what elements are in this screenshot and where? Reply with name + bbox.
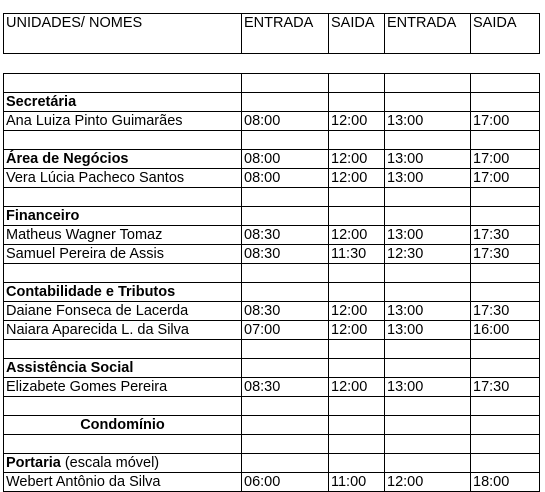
empty-cell (4, 188, 242, 207)
section-title-text: Condomínio (80, 417, 165, 433)
employee-name: Vera Lúcia Pacheco Santos (4, 169, 242, 188)
spacer-row (4, 74, 540, 93)
empty-cell (242, 340, 329, 359)
section-title (4, 454, 242, 473)
employee-name: Webert Antônio da Silva (4, 473, 242, 492)
empty-cell (471, 264, 540, 283)
table-row (4, 245, 540, 264)
time-cell: 08:30 (242, 226, 329, 245)
empty-cell (385, 454, 471, 473)
empty-cell (385, 397, 471, 416)
empty-cell (471, 397, 540, 416)
section-title (4, 416, 242, 435)
header-entrada-2: ENTRADA (385, 14, 471, 54)
section-title-text: Portaria (6, 455, 61, 471)
time-cell: 13:00 (385, 302, 471, 321)
empty-cell (242, 359, 329, 378)
empty-cell (471, 93, 540, 112)
empty-cell (242, 264, 329, 283)
empty-cell (385, 188, 471, 207)
section-title-text: Área de Negócios (6, 151, 129, 167)
empty-cell (329, 359, 385, 378)
time-cell: 12:30 (385, 245, 471, 264)
empty-cell (329, 74, 385, 93)
time-cell: 12:00 (329, 150, 385, 169)
empty-cell (385, 435, 471, 454)
spacer-row (4, 435, 540, 454)
time-cell: 12:00 (329, 378, 385, 397)
time-cell: 17:00 (471, 112, 540, 131)
empty-cell (329, 188, 385, 207)
empty-cell (471, 454, 540, 473)
time-cell: 17:30 (471, 245, 540, 264)
empty-cell (4, 264, 242, 283)
employee-name: Samuel Pereira de Assis (4, 245, 242, 264)
section-title-text: Financeiro (6, 208, 80, 224)
section-title (4, 150, 242, 169)
time-cell: 17:30 (471, 302, 540, 321)
empty-cell (385, 131, 471, 150)
time-cell: 17:30 (471, 226, 540, 245)
section-row (4, 359, 540, 378)
spacer-row (4, 340, 540, 359)
header-saida-2: SAIDA (471, 14, 540, 54)
time-cell: 17:00 (471, 150, 540, 169)
time-cell: 07:00 (242, 321, 329, 340)
spacer-row (4, 264, 540, 283)
empty-cell (471, 131, 540, 150)
time-cell: 08:00 (242, 150, 329, 169)
time-cell: 13:00 (385, 150, 471, 169)
header-row (4, 14, 540, 54)
empty-cell (242, 454, 329, 473)
table-row (4, 473, 540, 492)
empty-cell (329, 131, 385, 150)
section-row (4, 93, 540, 112)
section-title-text: Assistência Social (6, 360, 134, 376)
empty-cell (329, 264, 385, 283)
empty-cell (329, 283, 385, 302)
empty-cell (329, 416, 385, 435)
empty-cell (242, 131, 329, 150)
spacer-row (4, 131, 540, 150)
empty-cell (4, 435, 242, 454)
empty-cell (471, 188, 540, 207)
section-row (4, 416, 540, 435)
empty-cell (329, 454, 385, 473)
time-cell: 17:30 (471, 378, 540, 397)
section-note: (escala móvel) (60, 455, 160, 471)
section-row (4, 283, 540, 302)
empty-cell (329, 207, 385, 226)
empty-cell (242, 416, 329, 435)
employee-name: Elizabete Gomes Pereira (4, 378, 242, 397)
time-cell: 08:00 (242, 112, 329, 131)
empty-cell (471, 207, 540, 226)
empty-cell (242, 397, 329, 416)
empty-cell (385, 416, 471, 435)
empty-cell (242, 283, 329, 302)
section-row (4, 150, 540, 169)
time-cell: 17:00 (471, 169, 540, 188)
empty-cell (471, 435, 540, 454)
time-cell: 16:00 (471, 321, 540, 340)
time-cell: 08:00 (242, 169, 329, 188)
time-cell: 18:00 (471, 473, 540, 492)
section-title (4, 359, 242, 378)
schedule-table (3, 73, 540, 492)
table-row (4, 112, 540, 131)
empty-cell (4, 74, 242, 93)
section-title (4, 207, 242, 226)
table-row (4, 378, 540, 397)
header-table (3, 13, 540, 54)
time-cell: 08:30 (242, 302, 329, 321)
section-title-text: Contabilidade e Tributos (6, 284, 176, 300)
empty-cell (385, 340, 471, 359)
employee-name: Matheus Wagner Tomaz (4, 226, 242, 245)
spacer-row (4, 397, 540, 416)
table-row (4, 226, 540, 245)
time-cell: 11:30 (329, 245, 385, 264)
table-row (4, 321, 540, 340)
time-cell: 08:30 (242, 378, 329, 397)
empty-cell (471, 74, 540, 93)
time-cell: 13:00 (385, 226, 471, 245)
time-cell: 12:00 (329, 112, 385, 131)
empty-cell (4, 340, 242, 359)
empty-cell (329, 340, 385, 359)
section-row (4, 454, 540, 473)
section-title (4, 283, 242, 302)
header-entrada-1: ENTRADA (242, 14, 329, 54)
time-cell: 12:00 (329, 169, 385, 188)
section-title (4, 93, 242, 112)
empty-cell (242, 207, 329, 226)
employee-name: Ana Luiza Pinto Guimarães (4, 112, 242, 131)
section-row (4, 207, 540, 226)
empty-cell (242, 74, 329, 93)
employee-name: Naiara Aparecida L. da Silva (4, 321, 242, 340)
time-cell: 12:00 (329, 226, 385, 245)
empty-cell (471, 359, 540, 378)
section-title-text: Secretária (6, 94, 77, 110)
empty-cell (329, 435, 385, 454)
header-units-names: UNIDADES/ NOMES (4, 14, 242, 54)
time-cell: 06:00 (242, 473, 329, 492)
time-cell: 13:00 (385, 321, 471, 340)
empty-cell (329, 93, 385, 112)
empty-cell (385, 359, 471, 378)
empty-cell (385, 283, 471, 302)
empty-cell (242, 188, 329, 207)
time-cell: 12:00 (329, 302, 385, 321)
employee-name: Daiane Fonseca de Lacerda (4, 302, 242, 321)
empty-cell (471, 416, 540, 435)
time-cell: 13:00 (385, 112, 471, 131)
table-row (4, 169, 540, 188)
time-cell: 12:00 (385, 473, 471, 492)
time-cell: 13:00 (385, 169, 471, 188)
empty-cell (4, 131, 242, 150)
empty-cell (385, 207, 471, 226)
empty-cell (4, 397, 242, 416)
schedule-body (4, 74, 540, 492)
empty-cell (471, 283, 540, 302)
empty-cell (385, 74, 471, 93)
empty-cell (242, 93, 329, 112)
empty-cell (242, 435, 329, 454)
table-row (4, 302, 540, 321)
header-saida-1: SAIDA (329, 14, 385, 54)
time-cell: 12:00 (329, 321, 385, 340)
time-cell: 13:00 (385, 378, 471, 397)
empty-cell (329, 397, 385, 416)
empty-cell (385, 93, 471, 112)
empty-cell (471, 340, 540, 359)
time-cell: 11:00 (329, 473, 385, 492)
time-cell: 08:30 (242, 245, 329, 264)
spacer-row (4, 188, 540, 207)
empty-cell (385, 264, 471, 283)
